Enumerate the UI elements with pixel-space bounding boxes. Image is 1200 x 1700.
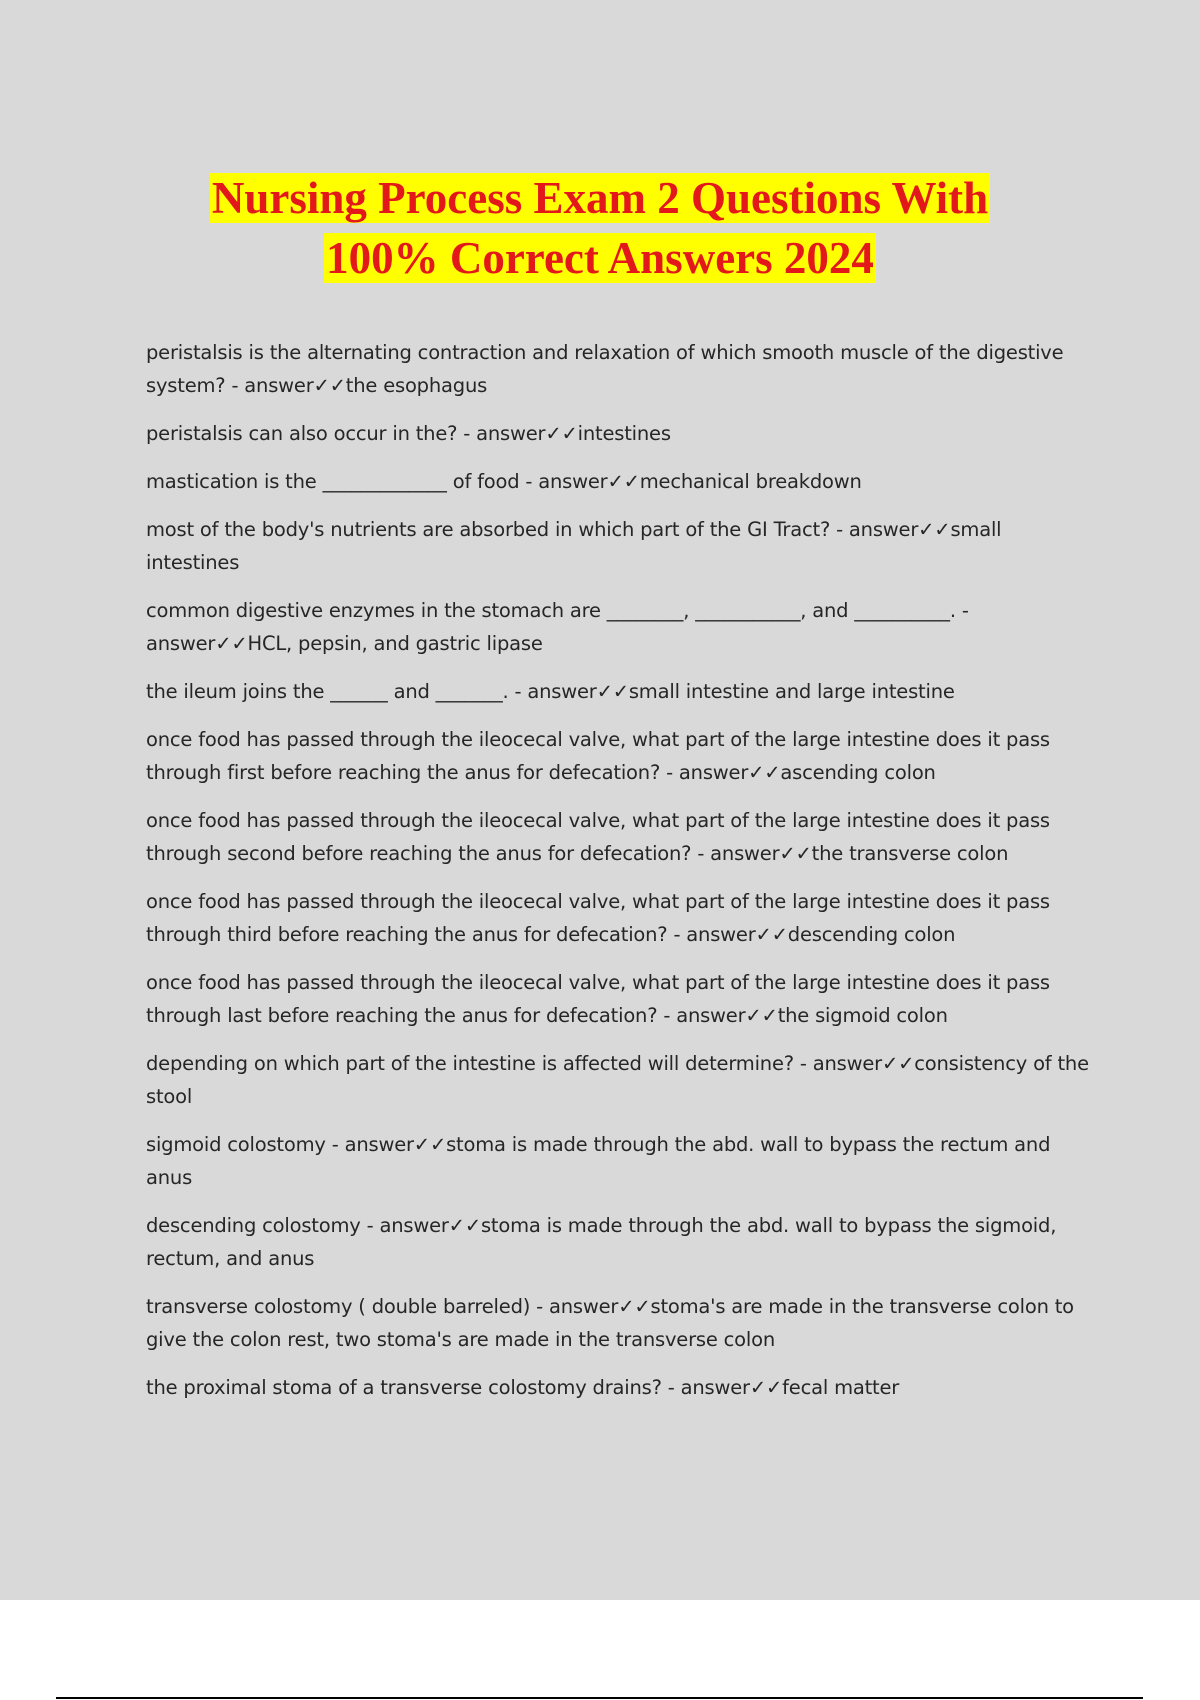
qa-item: the proximal stoma of a transverse colostomy drains? - answer✓✓fecal matter (146, 1376, 900, 1399)
bottom-divider (56, 1697, 1143, 1699)
title-line-2: 100% Correct Answers 2024 (326, 233, 874, 283)
qa-list (146, 336, 1096, 1419)
qa-item: once food has passed through the ileocecal valve, what part of the large intestine does it pass through first before reaching the anus for defecation? - answer✓✓ascending colon (146, 728, 1050, 784)
qa-item: once food has passed through the ileocecal valve, what part of the large intestine does it pass through second before reaching the anus for defecation? - answer✓✓the transverse colon (146, 809, 1050, 865)
qa-item: transverse colostomy ( double barreled) - answer✓✓stoma's are made in the transverse colon to give the colon rest, two stoma's are made in the transverse colon (146, 1295, 1074, 1351)
title-line-1: Nursing Process Exam 2 Questions With (211, 173, 989, 223)
document-title (0, 168, 1200, 288)
qa-item: once food has passed through the ileocecal valve, what part of the large intestine does it pass through third before reaching the anus for defecation? - answer✓✓descending colon (146, 890, 1050, 946)
qa-item: peristalsis is the alternating contraction and relaxation of which smooth muscle of the digestive system? - answer✓✓the esophagus (146, 341, 1064, 397)
qa-item: descending colostomy - answer✓✓stoma is made through the abd. wall to bypass the sigmoid, rectum, and anus (146, 1214, 1057, 1270)
qa-item: once food has passed through the ileocecal valve, what part of the large intestine does it pass through last before reaching the anus for defecation? - answer✓✓the sigmoid colon (146, 971, 1050, 1027)
qa-item: the ileum joins the ______ and _______. - answer✓✓small intestine and large intestine (146, 680, 955, 703)
qa-item: sigmoid colostomy - answer✓✓stoma is made through the abd. wall to bypass the rectum and anus (146, 1133, 1051, 1189)
qa-item: mastication is the _____________ of food - answer✓✓mechanical breakdown (146, 470, 862, 493)
qa-item: peristalsis can also occur in the? - answer✓✓intestines (146, 422, 671, 445)
qa-item: most of the body's nutrients are absorbed in which part of the GI Tract? - answer✓✓small intestines (146, 518, 1002, 574)
qa-item: common digestive enzymes in the stomach are ________, ___________, and __________. - answer✓✓HCL, pepsin, and gastric lipase (146, 599, 969, 655)
qa-item: depending on which part of the intestine is affected will determine? - answer✓✓consistency of the stool (146, 1052, 1089, 1108)
